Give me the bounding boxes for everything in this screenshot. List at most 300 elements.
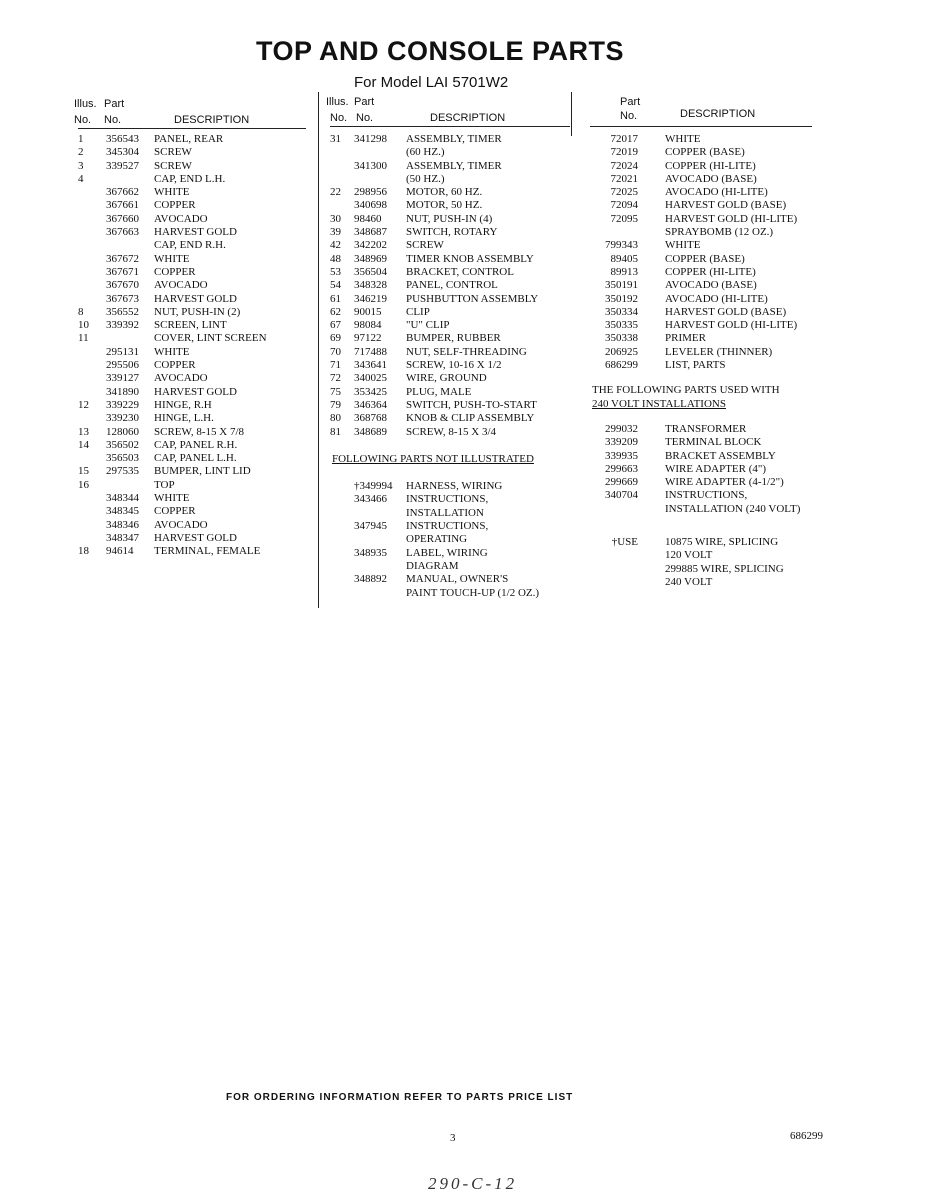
part-number: 367670 <box>106 279 139 292</box>
part-row <box>78 505 306 518</box>
part-row <box>330 332 570 345</box>
part-description: 120 VOLT <box>665 549 713 562</box>
splicing-wire-list <box>590 536 812 589</box>
part-description: CAP, PANEL R.H. <box>154 438 238 451</box>
illus-number: 81 <box>330 425 341 438</box>
illus-number: 15 <box>78 465 89 478</box>
part-description: 10875 WIRE, SPLICING <box>665 536 779 549</box>
part-description: NUT, SELF-THREADING <box>406 345 527 358</box>
part-number: 367662 <box>106 186 139 199</box>
part-description: SPRAYBOMB (12 OZ.) <box>665 226 774 239</box>
part-number: 341890 <box>106 385 139 398</box>
part-description: SCREW <box>154 159 192 172</box>
illus-number: 11 <box>78 332 89 345</box>
part-description: COPPER <box>154 265 196 278</box>
illus-number: 48 <box>330 252 341 265</box>
part-row <box>78 266 306 279</box>
part-row <box>590 133 812 146</box>
part-description: COPPER <box>154 199 196 212</box>
part-description: AVOCADO (BASE) <box>665 279 757 292</box>
part-row <box>330 520 570 533</box>
part-row <box>330 587 570 600</box>
part-row <box>330 372 570 385</box>
part-row <box>78 226 306 239</box>
part-description: BRACKET, CONTROL <box>406 265 514 278</box>
part-number: 206925 <box>605 345 638 358</box>
part-number: 367673 <box>106 292 139 305</box>
part-number: 356552 <box>106 305 139 318</box>
part-row <box>78 146 306 159</box>
part-number: 367672 <box>106 252 139 265</box>
illus-number: 13 <box>78 425 89 438</box>
part-no-header: No. <box>104 114 122 126</box>
parts-list <box>590 133 812 372</box>
part-row <box>590 423 812 436</box>
part-number: 72017 <box>610 133 638 145</box>
illus-number: 71 <box>330 359 341 372</box>
part-number: 299663 <box>605 462 638 475</box>
part-description: TERMINAL, FEMALE <box>154 545 261 558</box>
part-row <box>590 489 812 502</box>
part-row <box>330 426 570 439</box>
part-description: COPPER (HI-LITE) <box>665 265 756 278</box>
part-number: 368768 <box>354 412 387 425</box>
part-number: 348345 <box>106 505 139 518</box>
part-description: INSTALLATION <box>406 506 484 519</box>
illus-number: 12 <box>78 398 89 411</box>
part-number: 686299 <box>605 359 638 372</box>
part-description: HARVEST GOLD <box>154 531 237 544</box>
part-number: 72019 <box>610 146 638 159</box>
part-number: 348969 <box>354 252 387 265</box>
part-description: SWITCH, PUSH-TO-START <box>406 398 537 411</box>
part-row <box>590 173 812 186</box>
part-row <box>330 293 570 306</box>
part-number: 350335 <box>605 319 638 332</box>
illus-number: 54 <box>330 279 341 292</box>
part-description: PUSHBUTTON ASSEMBLY <box>406 292 539 305</box>
part-number: 343466 <box>354 493 387 506</box>
part-row <box>330 547 570 560</box>
part-number: 350338 <box>605 332 638 345</box>
part-description: INSTRUCTIONS, <box>665 489 748 502</box>
part-row <box>330 386 570 399</box>
part-description: AVOCADO (HI-LITE) <box>665 292 768 305</box>
illus-number: 39 <box>330 226 341 239</box>
illus-number: 10 <box>78 319 89 332</box>
parts-list-not-illustrated <box>330 480 570 600</box>
part-row <box>78 532 306 545</box>
part-description: CAP, PANEL L.H. <box>154 452 237 465</box>
part-number: 367663 <box>106 226 139 239</box>
part-number: 342202 <box>354 239 387 252</box>
part-number: 367661 <box>106 199 139 212</box>
part-description: WHITE <box>154 252 190 265</box>
part-number: 128060 <box>106 425 139 438</box>
part-row <box>330 533 570 546</box>
part-row <box>78 412 306 425</box>
page-number: 3 <box>450 1132 456 1144</box>
part-description: AVOCADO <box>154 279 208 292</box>
part-description: (60 HZ.) <box>406 146 445 159</box>
part-row <box>78 319 306 332</box>
part-number: 339209 <box>605 436 638 449</box>
part-row <box>590 549 812 562</box>
part-number: 339392 <box>106 319 139 332</box>
part-number: 295506 <box>106 359 139 372</box>
part-description: COPPER <box>154 505 196 518</box>
part-row <box>590 213 812 226</box>
part-description: LEVELER (THINNER) <box>665 345 773 358</box>
part-row <box>590 476 812 489</box>
part-number: 348689 <box>354 425 387 438</box>
part-description: HINGE, R.H <box>154 398 212 411</box>
part-description: WIRE ADAPTER (4-1/2") <box>665 476 784 489</box>
part-description: BUMPER, RUBBER <box>406 332 501 345</box>
parts-list <box>78 133 306 559</box>
part-description: COPPER (BASE) <box>665 146 745 159</box>
part-description: (50 HZ.) <box>406 172 445 185</box>
part-row <box>590 450 812 463</box>
part-number: 346364 <box>354 398 387 411</box>
illus-number: 80 <box>330 412 341 425</box>
illus-number: 70 <box>330 345 341 358</box>
illus-no-header: No. <box>330 112 348 124</box>
part-row <box>330 173 570 186</box>
part-description: SCREW <box>406 239 444 252</box>
part-number: 348344 <box>106 492 139 505</box>
part-row <box>78 239 306 252</box>
part-description: AVOCADO (HI-LITE) <box>665 186 768 199</box>
part-row <box>78 545 306 558</box>
part-row <box>78 465 306 478</box>
part-row <box>330 253 570 266</box>
part-number: 89913 <box>610 265 638 278</box>
parts-column-2 <box>326 96 570 600</box>
part-number: 347945 <box>354 520 387 533</box>
parts-column-1 <box>74 98 306 559</box>
part-row <box>78 133 306 146</box>
part-description: 299885 WIRE, SPLICING <box>665 562 784 575</box>
part-row <box>78 332 306 345</box>
illus-number: 75 <box>330 385 341 398</box>
part-row <box>78 253 306 266</box>
part-description: LABEL, WIRING <box>406 546 488 559</box>
part-description: LIST, PARTS <box>665 359 726 372</box>
part-description: SCREW, 8-15 X 7/8 <box>154 425 245 438</box>
part-row <box>78 359 306 372</box>
part-row <box>78 479 306 492</box>
part-description: TERMINAL BLOCK <box>665 436 762 449</box>
part-description: WIRE, GROUND <box>406 372 487 385</box>
ordering-footer: FOR ORDERING INFORMATION REFER TO PARTS PRICE LIST <box>226 1092 574 1103</box>
part-row <box>78 386 306 399</box>
part-description: HARVEST GOLD <box>154 292 237 305</box>
part-row <box>590 239 812 252</box>
part-number: 350334 <box>605 305 638 318</box>
parts-list <box>330 133 570 439</box>
part-row <box>330 493 570 506</box>
part-description: NUT, PUSH-IN (4) <box>406 212 493 225</box>
part-number: 90015 <box>354 305 382 318</box>
part-number: 339127 <box>106 372 139 385</box>
part-number: 297535 <box>106 465 139 478</box>
part-row <box>590 226 812 239</box>
illus-number: 16 <box>78 478 89 491</box>
illus-number: 62 <box>330 305 341 318</box>
part-description: COPPER <box>154 359 196 372</box>
part-number: 339230 <box>106 412 139 425</box>
part-row <box>78 160 306 173</box>
part-row <box>590 576 812 589</box>
illus-number: 69 <box>330 332 341 345</box>
description-header: DESCRIPTION <box>680 108 756 120</box>
column-header <box>326 96 570 127</box>
part-number: 345304 <box>106 146 139 159</box>
part-row <box>330 146 570 159</box>
illus-number: 42 <box>330 239 341 252</box>
part-description: MOTOR, 50 HZ. <box>406 199 483 212</box>
part-number: 299032 <box>605 422 638 435</box>
part-no-header: No. <box>620 110 638 122</box>
part-row <box>590 266 812 279</box>
part-number: 350192 <box>605 292 638 305</box>
part-row <box>590 253 812 266</box>
part-description: MOTOR, 60 HZ. <box>406 186 483 199</box>
part-description: AVOCADO <box>154 372 208 385</box>
part-row <box>330 359 570 372</box>
part-no-header: No. <box>356 112 374 124</box>
part-number: 341298 <box>354 133 387 145</box>
part-description: HARNESS, WIRING <box>406 480 503 493</box>
part-row <box>78 426 306 439</box>
part-number: 350191 <box>605 279 638 292</box>
part-description: SWITCH, ROTARY <box>406 226 498 239</box>
part-number: 356502 <box>106 438 139 451</box>
volt-note-line2: 240 VOLT INSTALLATIONS <box>592 397 726 410</box>
illus-number: 1 <box>78 133 84 145</box>
part-number: 98460 <box>354 212 382 225</box>
part-row <box>330 160 570 173</box>
part-description: WIRE ADAPTER (4") <box>665 462 767 475</box>
part-description: 240 VOLT <box>665 575 713 588</box>
part-number: 367671 <box>106 265 139 278</box>
part-number: 356504 <box>354 265 387 278</box>
part-description: COPPER (BASE) <box>665 252 745 265</box>
part-description: HARVEST GOLD <box>154 226 237 239</box>
part-row <box>590 359 812 372</box>
part-row <box>590 293 812 306</box>
part-row <box>78 492 306 505</box>
volt-note-line1: THE FOLLOWING PARTS USED WITH <box>592 384 780 397</box>
part-row <box>590 503 812 516</box>
part-number: 298956 <box>354 186 387 199</box>
part-row <box>78 519 306 532</box>
illus-number: 53 <box>330 265 341 278</box>
illus-no-header: No. <box>74 114 92 126</box>
description-header: DESCRIPTION <box>430 112 506 124</box>
part-number: 348687 <box>354 226 387 239</box>
part-row <box>78 293 306 306</box>
part-number: 340704 <box>605 489 638 502</box>
part-row <box>78 199 306 212</box>
part-row <box>330 480 570 493</box>
part-description: "U" CLIP <box>406 319 450 332</box>
part-description: OPERATING <box>406 533 468 546</box>
part-number: †349994 <box>354 480 393 493</box>
illus-number: 8 <box>78 305 84 318</box>
part-row <box>590 319 812 332</box>
part-row <box>590 563 812 576</box>
part-description: WHITE <box>154 345 190 358</box>
part-description: CLIP <box>406 305 430 318</box>
part-row <box>590 536 812 549</box>
part-number: 717488 <box>354 345 387 358</box>
part-row <box>78 186 306 199</box>
part-row <box>78 173 306 186</box>
part-row <box>330 319 570 332</box>
part-number: 356543 <box>106 133 139 145</box>
handwritten-note: 290-C-12 <box>428 1174 518 1193</box>
part-description: DIAGRAM <box>406 559 459 572</box>
illus-number: 79 <box>330 398 341 411</box>
part-number: 799343 <box>605 239 638 252</box>
part-description: AVOCADO (BASE) <box>665 172 757 185</box>
part-number: 339229 <box>106 398 139 411</box>
part-header: Part <box>354 96 375 108</box>
part-row <box>590 160 812 173</box>
part-description: ASSEMBLY, TIMER <box>406 159 502 172</box>
part-description: TRANSFORMER <box>665 422 747 435</box>
part-description: TIMER KNOB ASSEMBLY <box>406 252 534 265</box>
part-header: Part <box>104 98 125 110</box>
part-description: HINGE, L.H. <box>154 412 214 425</box>
part-number: 97122 <box>354 332 382 345</box>
part-description: WHITE <box>665 239 701 252</box>
part-description: AVOCADO <box>154 212 208 225</box>
part-description: INSTALLATION (240 VOLT) <box>665 502 801 515</box>
part-row <box>330 399 570 412</box>
illus-number: 4 <box>78 172 84 185</box>
part-row <box>590 332 812 345</box>
part-number: 72024 <box>610 159 638 172</box>
part-row <box>78 399 306 412</box>
part-number: 348328 <box>354 279 387 292</box>
part-number: †USE <box>611 536 638 549</box>
part-number: 348347 <box>106 531 139 544</box>
part-description: NUT, PUSH-IN (2) <box>154 305 241 318</box>
part-row <box>78 372 306 385</box>
not-illustrated-note: FOLLOWING PARTS NOT ILLUSTRATED <box>332 452 534 465</box>
part-row <box>590 146 812 159</box>
part-description: CAP, END L.H. <box>154 172 226 185</box>
part-number: 72095 <box>610 212 638 225</box>
part-row <box>590 463 812 476</box>
illus-number: 3 <box>78 159 84 172</box>
part-row <box>330 346 570 359</box>
part-number: 72021 <box>610 172 638 185</box>
illus-header: Illus. <box>74 98 97 110</box>
part-description: INSTRUCTIONS, <box>406 520 489 533</box>
parts-column-3 <box>590 96 812 589</box>
part-description: SCREW <box>154 146 192 159</box>
part-description: HARVEST GOLD (HI-LITE) <box>665 319 798 332</box>
part-description: HARVEST GOLD <box>154 385 237 398</box>
part-number: 339935 <box>605 449 638 462</box>
part-description: ASSEMBLY, TIMER <box>406 133 502 145</box>
part-description: PANEL, CONTROL <box>406 279 498 292</box>
part-number: 353425 <box>354 385 387 398</box>
part-row <box>78 213 306 226</box>
part-number: 72094 <box>610 199 638 212</box>
part-row <box>330 306 570 319</box>
part-description: PLUG, MALE <box>406 385 472 398</box>
part-description: HARVEST GOLD (BASE) <box>665 199 787 212</box>
part-number: 89405 <box>610 252 638 265</box>
part-row <box>330 133 570 146</box>
part-number: 339527 <box>106 159 139 172</box>
part-row <box>590 306 812 319</box>
part-row <box>330 507 570 520</box>
part-description: PANEL, REAR <box>154 133 224 145</box>
part-header: Part <box>620 96 641 108</box>
part-row <box>590 436 812 449</box>
part-row <box>590 199 812 212</box>
part-number: 348346 <box>106 518 139 531</box>
part-row <box>78 306 306 319</box>
part-description: PAINT TOUCH-UP (1/2 OZ.) <box>406 586 540 599</box>
part-row <box>330 266 570 279</box>
part-description: TOP <box>154 478 175 491</box>
part-number: 295131 <box>106 345 139 358</box>
part-row <box>590 346 812 359</box>
part-row <box>78 279 306 292</box>
illus-number: 18 <box>78 545 89 558</box>
part-number: 346219 <box>354 292 387 305</box>
part-number: 348892 <box>354 573 387 586</box>
part-description: SCREEN, LINT <box>154 319 227 332</box>
description-header: DESCRIPTION <box>174 114 250 126</box>
illus-number: 61 <box>330 292 341 305</box>
part-number: 341300 <box>354 159 387 172</box>
part-description: MANUAL, OWNER'S <box>406 573 509 586</box>
part-description: HARVEST GOLD (HI-LITE) <box>665 212 798 225</box>
part-row <box>330 213 570 226</box>
part-row <box>330 573 570 586</box>
part-row <box>330 186 570 199</box>
part-number: 356503 <box>106 452 139 465</box>
part-number: 340025 <box>354 372 387 385</box>
part-row <box>590 279 812 292</box>
part-row <box>330 239 570 252</box>
column-header <box>74 98 306 129</box>
part-description: INSTRUCTIONS, <box>406 493 489 506</box>
part-description: HARVEST GOLD (BASE) <box>665 305 787 318</box>
part-row <box>78 452 306 465</box>
illus-number: 22 <box>330 186 341 199</box>
column-header <box>590 96 812 127</box>
illus-number: 2 <box>78 146 84 159</box>
part-number: 299669 <box>605 476 638 489</box>
part-description: SCREW, 8-15 X 3/4 <box>406 425 497 438</box>
part-row <box>330 199 570 212</box>
column-divider <box>571 92 572 136</box>
part-description: SCREW, 10-16 X 1/2 <box>406 359 502 372</box>
part-description: WHITE <box>154 186 190 199</box>
part-number: 72025 <box>610 186 638 199</box>
part-row <box>590 186 812 199</box>
part-number: 98084 <box>354 319 382 332</box>
